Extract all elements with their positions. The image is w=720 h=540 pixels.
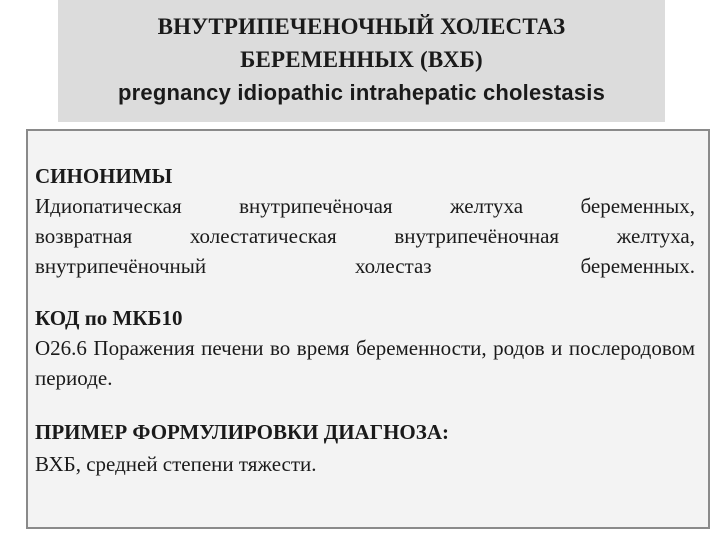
title-banner xyxy=(58,0,665,122)
diagnosis-heading: ПРИМЕР ФОРМУЛИРОВКИ ДИАГНОЗА: xyxy=(35,420,449,444)
diagnosis-text: ВХБ, средней степени тяжести. xyxy=(35,452,317,476)
synonyms-line-2: возвратная холестатическая внутрипечёночная желтуха, xyxy=(35,224,695,248)
synonyms-heading: СИНОНИМЫ xyxy=(35,164,173,188)
content-panel xyxy=(26,129,710,529)
synonyms-line-1: Идиопатическая внутрипечёночая желтуха беременных, xyxy=(35,194,695,218)
title-line-3: pregnancy idiopathic intrahepatic cholestasis xyxy=(117,80,606,105)
synonyms-line-3: внутрипечёночный холестаз беременных. xyxy=(35,254,695,278)
title-line-1: ВНУТРИПЕЧЕНОЧНЫЙ ХОЛЕСТАЗ xyxy=(157,14,566,39)
title-line-2: БЕРЕМЕННЫХ (ВХБ) xyxy=(240,47,483,72)
icd-text: О26.6 Поражения печени во время беременности, родов и послеродовом периоде. xyxy=(35,336,695,390)
icd-heading: КОД по МКБ10 xyxy=(35,306,183,330)
content-body xyxy=(35,161,695,479)
